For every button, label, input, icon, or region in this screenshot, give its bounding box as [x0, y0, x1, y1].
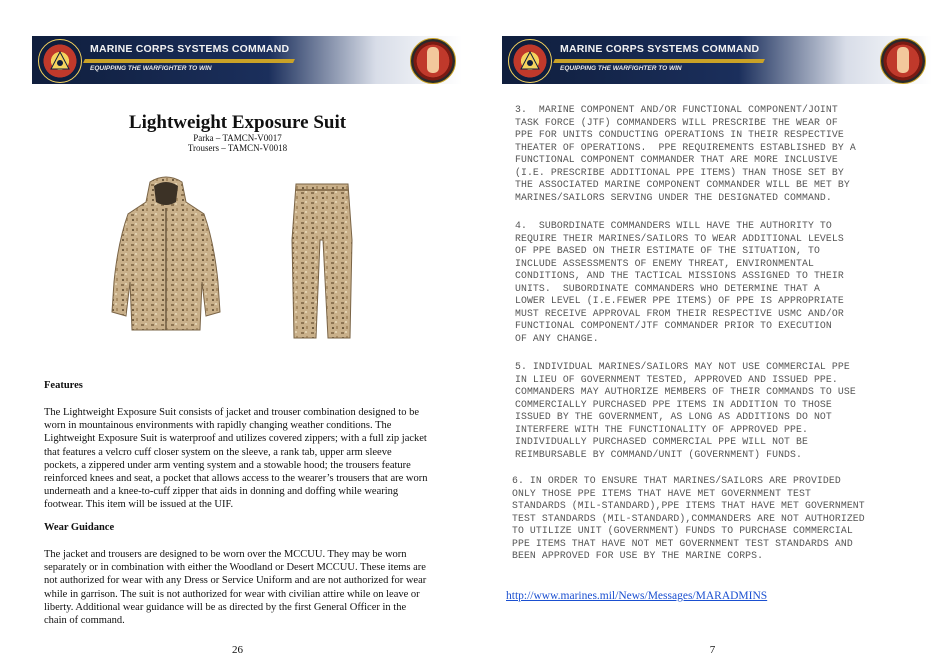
banner-title: MARINE CORPS SYSTEMS COMMAND	[90, 43, 290, 55]
paragraph-4: 4. SUBORDINATE COMMANDERS WILL HAVE THE AUTHORITY TO REQUIRE THEIR MARINES/SAILORS TO WEAR ADDITIONAL LEVELS OF PPE BASED ON THEIR ESTIMATE OF THE SITUATION, TO INCLUDE ASSESSMENTS OF ENEMY THREAT, ENVIRONMENTAL CONDITIONS, AND THE TACTICAL MISSIONS ASSIGNED TO THEIR UNITS. SUBORDINATE COMMANDERS WHO DETERMINE THAT A LOWER LEVEL (I.E.FEWER PPE ITEMS) OF PPE IS APPROPRIATE MUST RECEIVE APPROVAL FROM THEIR RESPECTIVE USMC AND/OR FUNCTIONAL COMPONENT/JTF COMMANDER PRIOR TO EXECUTION OF ANY CHANGE.	[515, 220, 844, 344]
trousers-tamcn: Trousers – TAMCN-V0018	[187, 143, 288, 153]
features-heading: Features	[44, 380, 83, 391]
marine-seal-icon	[880, 38, 926, 84]
features-paragraph: The Lightweight Exposure Suit consists of jacket and trouser combination designed to be worn in mountainous environments with rapidly changing weather conditions. The Lightweight Exposure Suit is waterproof and utilizes covered zippers; with a full zip jacket that features a velcro cuff closer system on the sleeve, a rank tab, upper arm sleeve pockets, a zippered under arm venting system and a stowable hood; the trousers feature reinforced knees and seat, a pocket that allows access to the wearer’s trousers that are worn underneath and a knee-to-cuff zipper that aids in donning and doffing while wearing footwear. This item will be issued at the UIF.	[44, 407, 428, 511]
wear-guidance-heading: Wear Guidance	[44, 522, 115, 533]
maradmins-link[interactable]: http://www.marines.mil/News/Messages/MARADMINS	[506, 590, 768, 602]
page-number: 7	[709, 644, 716, 656]
paragraph-5: 5. INDIVIDUAL MARINES/SAILORS MAY NOT USE COMMERCIAL PPE IN LIEU OF GOVERNMENT TESTED, APPROVED AND ISSUED PPE. COMMANDERS MAY AUTHORIZE MEMBERS OF THEIR COMMANDS TO USE COMMERCIALLY PURCHASED PPE ITEMS IN ADDITION TO THOSE ISSUED BY THE GOVERNMENT, AS LONG AS ADDITIONS DO NOT INTERFERE WITH THE FUNCTIONALITY OF APPROVED PPE. INDIVIDUALLY PURCHASED COMMERCIAL PPE WILL NOT BE REIMBURSABLE BY COMMAND/UNIT (GOVERNMENT) FUNDS.	[515, 361, 856, 460]
header-banner	[32, 36, 462, 84]
document-title: Lightweight Exposure Suit	[128, 112, 347, 133]
parka-image	[110, 172, 222, 340]
paragraph-3: 3. MARINE COMPONENT AND/OR FUNCTIONAL COMPONENT/JOINT TASK FORCE (JTF) COMMANDERS WILL PRESCRIBE THE WEAR OF PPE FOR UNITS CONDUCTING OPERATIONS IN THEIR RESPECTIVE THEATER OF OPERATIONS. PPE REQUIREMENTS ESTABLISHED BY A FUNCTIONAL COMPONENT COMMANDER THAT ARE MORE INCLUSIVE (I.E. PRESCRIBE ADDITIONAL PPE ITEMS) THAN THOSE SET BY THE ASSOCIATED MARINE COMPONENT COMMANDER WILL BE MET BY MARINES/SAILORS SERVING UNDER THE DESIGNATED COMMAND.	[515, 104, 856, 203]
eagle-globe-anchor-emblem	[508, 39, 552, 83]
paragraph-6: 6. IN ORDER TO ENSURE THAT MARINES/SAILORS ARE PROVIDED ONLY THOSE PPE ITEMS THAT HAVE MET GOVERNMENT TEST STANDARDS (MIL-STANDARD),PPE ITEMS THAT HAVE MET GOVERNMENT TEST STANDARDS (MIL-STANDARD),COMMANDERS ARE NOT AUTHORIZED TO UTILIZE UNIT (GOVERNMENT) FUNDS TO PURCHASE COMMERCIAL PPE ITEMS THAT HAVE NOT MET GOVERNMENT TEST STANDARDS AND BEEN APPROVED FOR USE BY THE MARINE CORPS.	[512, 475, 865, 562]
banner-tagline: EQUIPPING THE WARFIGHTER TO WIN	[90, 65, 212, 72]
banner-stripe	[553, 59, 765, 63]
banner-tagline: EQUIPPING THE WARFIGHTER TO WIN	[560, 65, 682, 72]
marine-seal-icon	[410, 38, 456, 84]
page-number: 26	[232, 644, 243, 656]
wear-guidance-paragraph: The jacket and trousers are designed to be worn over the MCCUU. They may be worn separately or in combination with either the Woodland or Desert MCCUU. These items are not authorized for wear with any Dress or Service Uniform and are not authorized for wear while in garrison. The suit is not authorized for wear with civilian attire while on leave or liberty. Additional wear guidance will be as directed by the first General Officer in the chain of command.	[44, 549, 427, 627]
parka-tamcn: Parka – TAMCN-V0017	[193, 133, 282, 143]
eagle-globe-anchor-emblem	[38, 39, 82, 83]
banner-stripe	[83, 59, 295, 63]
trousers-image	[290, 180, 354, 342]
header-banner	[502, 36, 932, 84]
banner-title: MARINE CORPS SYSTEMS COMMAND	[560, 43, 760, 55]
